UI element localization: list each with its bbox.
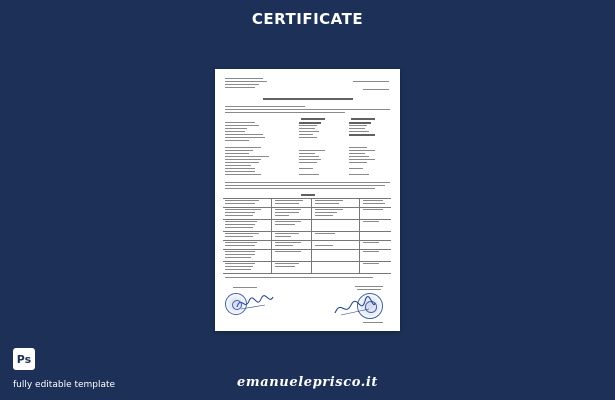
document-heading (263, 98, 353, 100)
text-line (299, 153, 315, 154)
text-line (225, 227, 253, 228)
text-line (225, 78, 263, 79)
text-line (225, 168, 255, 169)
text-line (225, 254, 255, 255)
text-line (225, 185, 385, 186)
text-line (225, 165, 251, 166)
text-line (299, 122, 321, 124)
text-line (275, 209, 301, 210)
table-rule (223, 249, 391, 250)
text-line (275, 200, 303, 201)
text-line (275, 236, 291, 237)
column-heading (351, 118, 375, 120)
text-line (363, 242, 379, 243)
template-caption: fully editable template (13, 380, 116, 390)
table-rule (359, 198, 360, 273)
text-line (225, 147, 261, 148)
text-line (225, 150, 253, 151)
text-line (363, 221, 379, 222)
text-line (299, 174, 319, 175)
text-line (225, 251, 255, 252)
text-line (225, 128, 247, 129)
text-line (225, 106, 305, 107)
text-line (225, 134, 263, 135)
table-heading (301, 194, 315, 196)
page-title: CERTIFICATE (251, 10, 364, 28)
text-line (299, 125, 317, 126)
text-line (225, 200, 259, 201)
text-line (225, 87, 255, 88)
text-line (315, 203, 339, 204)
text-line (225, 269, 251, 270)
text-line (275, 266, 295, 267)
text-line (315, 200, 343, 201)
text-line (357, 289, 381, 290)
certificate-document (215, 69, 400, 331)
text-line (225, 131, 245, 132)
text-line (225, 188, 375, 189)
text-line (225, 257, 251, 258)
text-line (225, 174, 261, 175)
text-line (363, 200, 383, 201)
photoshop-icon (13, 348, 35, 370)
text-line (225, 203, 255, 204)
column-heading (301, 118, 325, 120)
text-line (275, 221, 301, 222)
text-line (299, 156, 319, 157)
text-line (225, 212, 255, 213)
text-line (349, 134, 375, 136)
text-line (275, 212, 299, 213)
text-line (225, 81, 267, 82)
text-line (349, 122, 371, 124)
text-line (225, 224, 255, 225)
text-line (349, 153, 365, 154)
text-line (363, 89, 389, 90)
text-line (225, 171, 255, 172)
table-rule (223, 240, 391, 241)
text-line (225, 221, 257, 222)
text-line (349, 159, 375, 160)
photoshop-icon-label: Ps (16, 352, 32, 366)
table-rule (223, 198, 391, 199)
text-line (225, 215, 253, 216)
text-line (349, 125, 367, 126)
text-line (363, 322, 383, 323)
table-rule (271, 198, 272, 273)
table-rule (311, 198, 312, 273)
text-line (225, 159, 261, 160)
text-line (299, 131, 319, 132)
text-line (275, 242, 301, 243)
text-line (299, 162, 317, 163)
text-line (225, 242, 257, 243)
text-line (225, 109, 390, 110)
text-line (225, 125, 259, 126)
text-line (299, 128, 315, 129)
signature-right (333, 295, 377, 319)
text-line (225, 245, 255, 246)
text-line (225, 277, 373, 278)
text-line (275, 224, 295, 225)
text-line (225, 137, 265, 138)
text-line (349, 131, 369, 132)
text-line (225, 182, 390, 183)
text-line (349, 162, 367, 163)
text-line (275, 233, 299, 234)
text-line (225, 236, 253, 237)
text-line (315, 209, 343, 210)
table-rule (223, 273, 391, 274)
text-line (233, 287, 257, 288)
text-line (315, 215, 333, 216)
text-line (299, 168, 313, 169)
text-line (275, 263, 299, 264)
text-line (363, 251, 379, 252)
text-line (225, 162, 259, 163)
table-rule (223, 231, 391, 232)
text-line (225, 233, 259, 234)
table-rule (223, 207, 391, 208)
text-line (315, 233, 335, 234)
text-line (299, 137, 317, 138)
text-line (349, 168, 363, 169)
text-line (349, 150, 375, 151)
text-line (225, 263, 255, 264)
text-line (349, 156, 369, 157)
text-line (225, 209, 261, 210)
text-line (355, 286, 383, 287)
text-line (349, 128, 365, 129)
text-line (299, 159, 321, 160)
official-seal-left (225, 293, 247, 315)
text-line (225, 122, 255, 123)
text-line (275, 203, 299, 204)
text-line (363, 263, 379, 264)
text-line (275, 251, 301, 252)
text-line (349, 174, 369, 175)
text-line (349, 147, 367, 148)
text-line (353, 81, 389, 82)
text-line (275, 215, 289, 216)
text-line (299, 134, 313, 135)
text-line (275, 245, 293, 246)
text-line (225, 84, 259, 85)
text-line (315, 212, 337, 213)
table-rule (223, 261, 391, 262)
text-line (225, 153, 249, 154)
text-line (363, 209, 383, 210)
text-line (225, 156, 269, 157)
text-line (225, 266, 253, 267)
text-line (225, 140, 249, 141)
table-rule (223, 219, 391, 220)
text-line (315, 245, 333, 246)
text-line (225, 112, 345, 113)
text-line (363, 203, 385, 204)
website-link: emanueleprisco.it (236, 375, 379, 390)
text-line (299, 150, 325, 151)
